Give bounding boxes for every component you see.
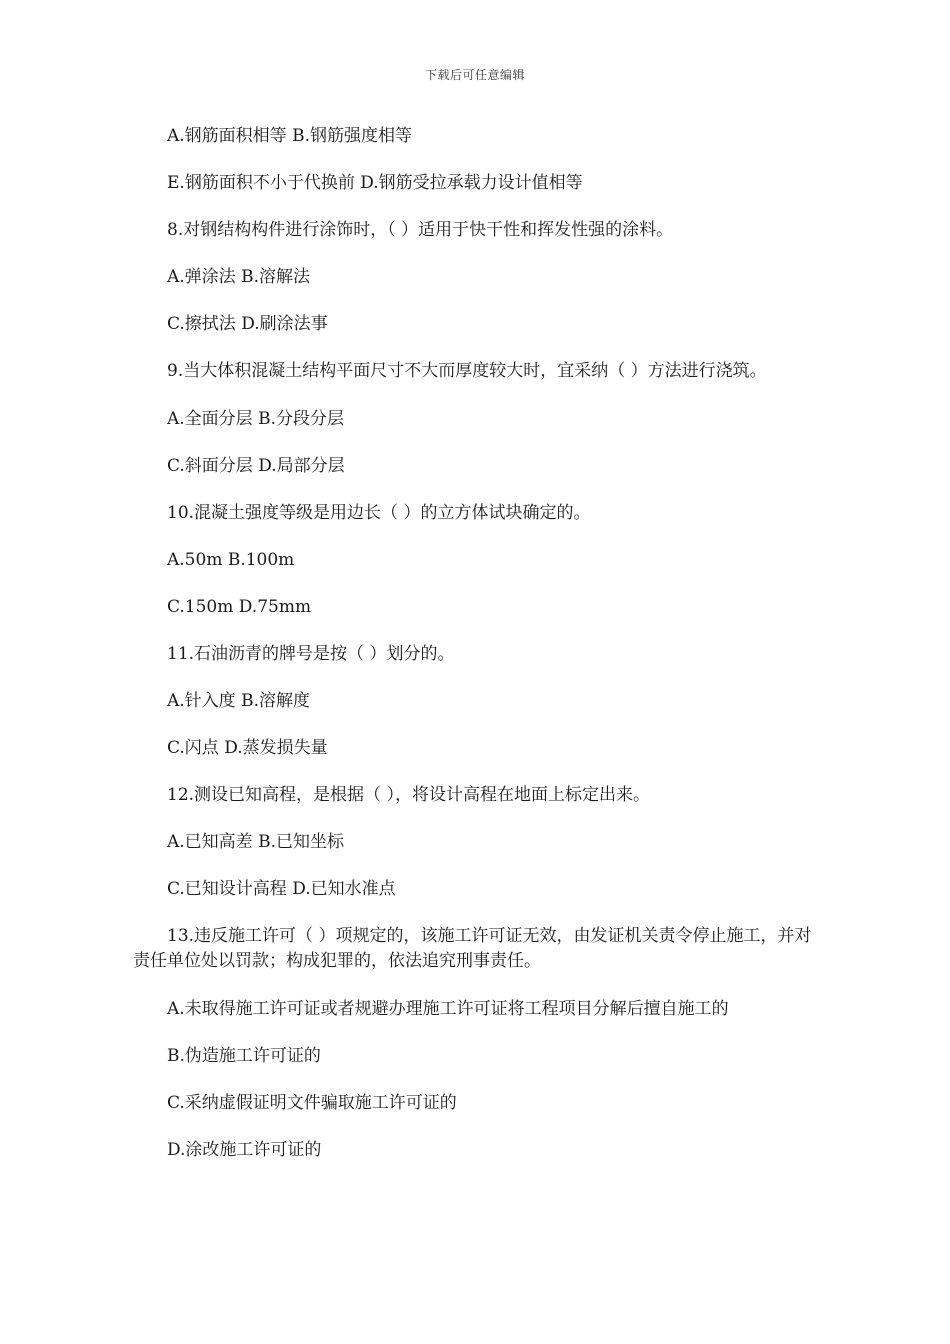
option-line: C.采纳虚假证明文件骗取施工许可证的: [167, 1093, 457, 1113]
option-line: B.伪造施工许可证的: [167, 1046, 321, 1066]
question-line: 9.当大体积混凝土结构平面尺寸不大而厚度较大时，宜采纳（ ）方法进行浇筑。: [167, 361, 767, 381]
option-line: A.全面分层 B.分段分层: [167, 409, 344, 429]
option-line: A.未取得施工许可证或者规避办理施工许可证将工程项目分解后擅自施工的: [167, 999, 729, 1019]
option-line: A.针入度 B.溶解度: [167, 691, 310, 711]
option-line: C.擦拭法 D.刷涂法事: [167, 314, 328, 334]
question-line: 10.混凝土强度等级是用边长（ ）的立方体试块确定的。: [167, 503, 591, 523]
document-body: [133, 124, 823, 1185]
option-line: A.50m B.100m: [167, 550, 295, 570]
question-line: 12.测设已知高程，是根据（ ），将设计高程在地面上标定出来。: [167, 785, 650, 805]
option-line: A.弹涂法 B.溶解法: [167, 267, 310, 287]
option-line: C.闪点 D.蒸发损失量: [167, 738, 328, 758]
option-line: D.涂改施工许可证的: [167, 1140, 322, 1160]
question-line: 11.石油沥青的牌号是按（ ）划分的。: [167, 644, 455, 664]
option-line: C.斜面分层 D.局部分层: [167, 456, 345, 476]
option-line: E.钢筋面积不小于代换前 D.钢筋受拉承载力设计值相等: [167, 173, 583, 193]
question-line: 13.违反施工许可（ ）项规定的，该施工许可证无效，由发证机关责令停止施工，并对责任单位处以罚款；构成犯罪的，依法追究刑事责任。: [133, 926, 812, 971]
page-header: 下载后可任意编辑: [424, 68, 525, 82]
option-line: C.已知设计高程 D.已知水准点: [167, 879, 396, 899]
option-line: A.已知高差 B.已知坐标: [167, 832, 344, 852]
option-line: C.150m D.75mm: [167, 597, 312, 617]
option-line: A.钢筋面积相等 B.钢筋强度相等: [167, 126, 412, 146]
question-line: 8.对钢结构构件进行涂饰时，（ ）适用于快干性和挥发性强的涂料。: [167, 220, 674, 240]
